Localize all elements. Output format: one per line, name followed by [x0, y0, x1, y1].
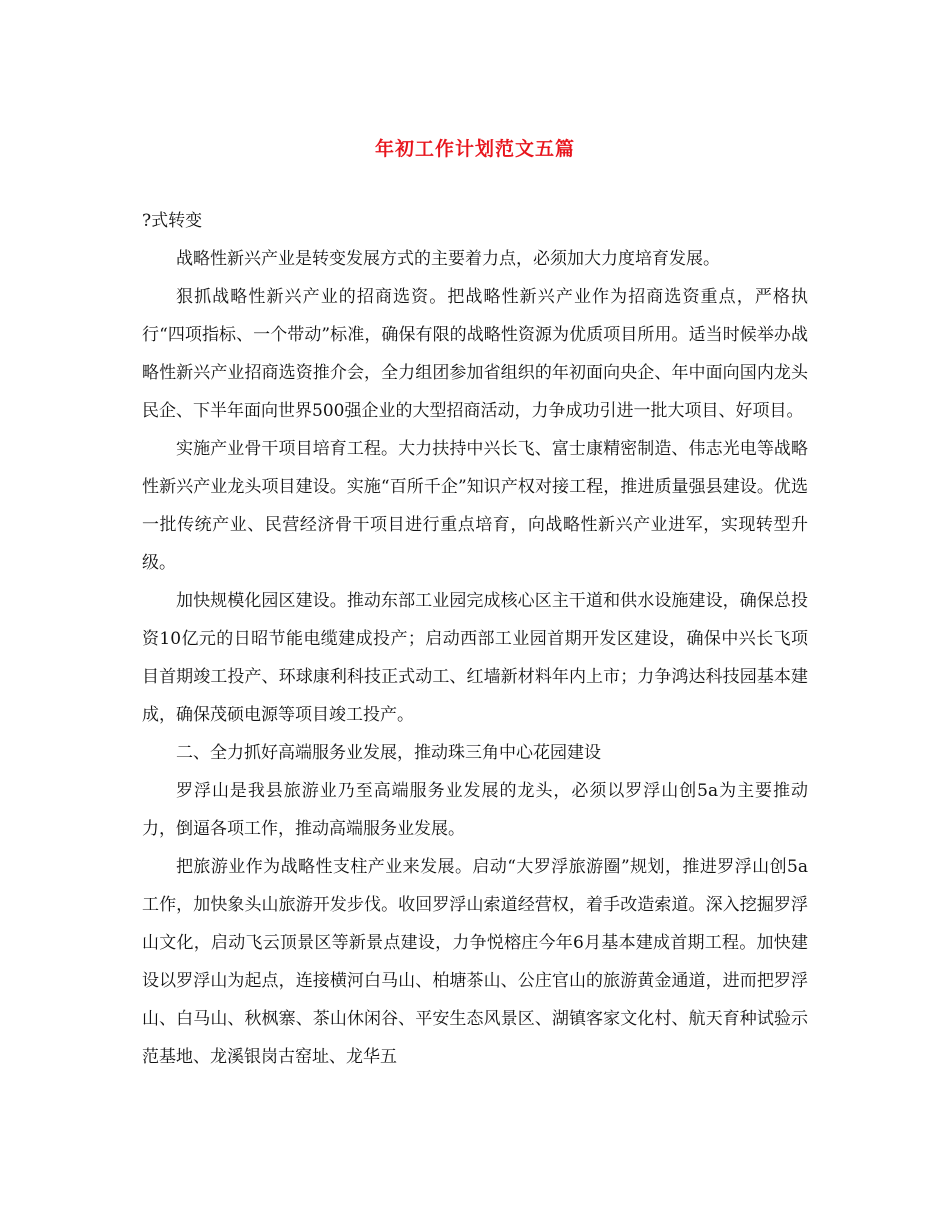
body-paragraph: 二、全力抓好高端服务业发展，推动珠三角中心花园建设 [176, 743, 601, 763]
body-paragraph: 实施产业骨干项目培育工程。大力扶持中兴长飞、富士康精密制造、伟志光电等战略性新兴产业龙头项目建设。实施“百所千企”知识产权对接工程，推进质量强县建设。优选一批传统产业、民营经济骨干项目进行重点培育，向战略性新兴产业进军，实现转型升级。 [142, 439, 808, 573]
document-body [142, 202, 808, 1076]
document-title: 年初工作计划范文五篇 [374, 138, 575, 160]
body-paragraph: 把旅游业作为战略性支柱产业来发展。启动“大罗浮旅游圈”规划，推进罗浮山创5a工作，加快象头山旅游开发步伐。收回罗浮山索道经营权，着手改造索道。深入挖掘罗浮山文化，启动飞云顶景区等新景点建设，力争悦榕庄今年6月基本建成首期工程。加快建设以罗浮山为起点，连接横河白马山、柏塘茶山、公庄官山的旅游黄金通道，进而把罗浮山、白马山、秋枫寨、茶山休闲谷、平安生态风景区、湖镇客家文化村、航天育种试验示范基地、龙溪银岗古窑址、龙华五 [142, 857, 808, 1067]
body-paragraph: 战略性新兴产业是转变发展方式的主要着力点，必须加大力度培育发展。 [176, 249, 720, 269]
body-paragraph: 加快规模化园区建设。推动东部工业园完成核心区主干道和供水设施建设，确保总投资10亿元的日昭节能电缆建成投产；启动西部工业园首期开发区建设，确保中兴长飞项目首期竣工投产、环球康利科技正式动工、红墙新材料年内上市；力争鸿达科技园基本建成，确保茂硕电源等项目竣工投产。 [142, 591, 808, 725]
body-paragraph: ?式转变 [142, 211, 203, 231]
body-paragraph: 罗浮山是我县旅游业乃至高端服务业发展的龙头，必须以罗浮山创5a为主要推动力，倒逼各项工作，推动高端服务业发展。 [142, 781, 808, 839]
body-paragraph: 狠抓战略性新兴产业的招商选资。把战略性新兴产业作为招商选资重点，严格执行“四项指标、一个带动”标准，确保有限的战略性资源为优质项目所用。适当时候举办战略性新兴产业招商选资推介会，全力组团参加省组织的年初面向央企、年中面向国内龙头民企、下半年面向世界500强企业的大型招商活动，力争成功引进一批大项目、好项目。 [142, 287, 808, 421]
